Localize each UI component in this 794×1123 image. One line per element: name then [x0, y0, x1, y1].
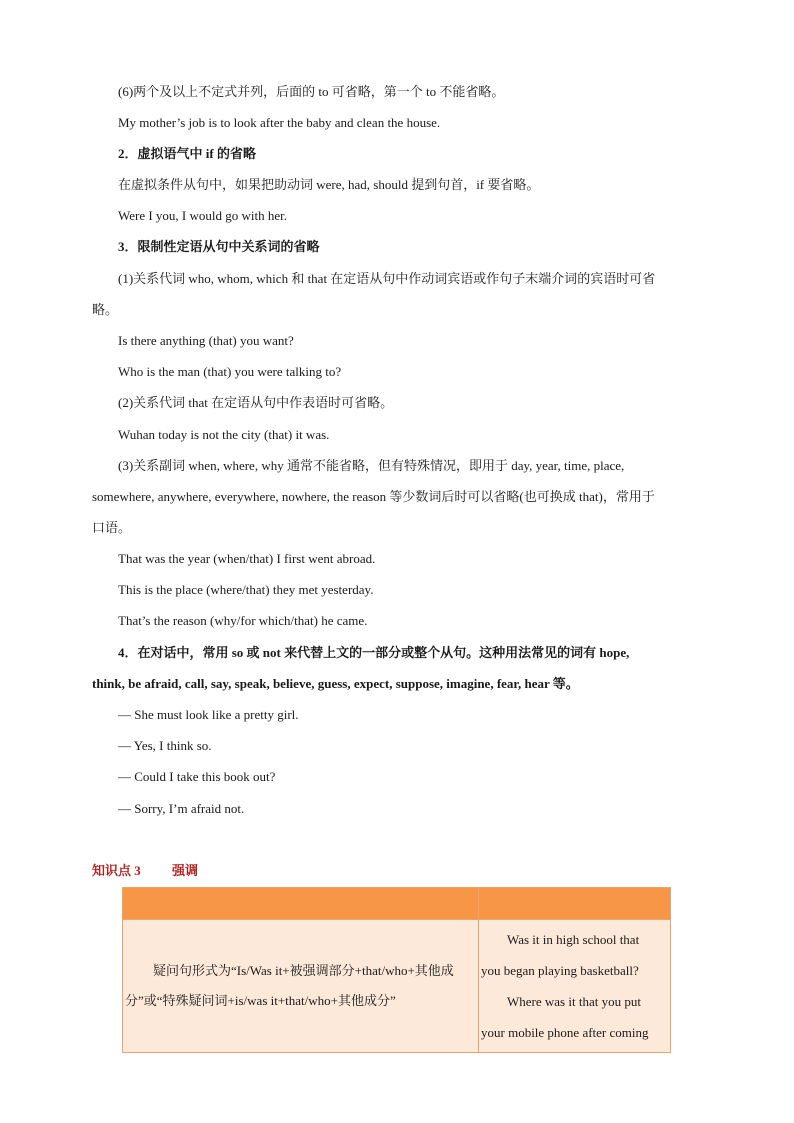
dialogue-line: — Yes, I think so. — [118, 738, 212, 753]
section-title: 强调 — [172, 863, 199, 878]
heading-2: 2．虚拟语气中 if 的省略 — [118, 146, 256, 161]
emphasis-table — [122, 887, 671, 1053]
paragraph-rule-6: (6)两个及以上不定式并列，后面的 to 可省略，第一个 to 不能省略。 — [118, 84, 505, 99]
heading-4-cont: think, be afraid, call, say, speak, believe, guess, expect, suppose, imagine, fear, hear 等。 — [92, 676, 579, 691]
example-sentence: Who is the man (that) you were talking to? — [118, 364, 342, 379]
example-sentence: That was the year (when/that) I first went abroad. — [118, 551, 376, 566]
example-line: Was it in high school that — [507, 932, 640, 947]
example-sentence: Wuhan today is not the city (that) it was. — [118, 427, 330, 442]
heading-3: 3．限制性定语从句中关系词的省略 — [118, 239, 320, 254]
example-sentence: Is there anything (that) you want? — [118, 333, 294, 348]
paragraph-text-cont: 口语。 — [92, 520, 132, 535]
example-sentence: That’s the reason (why/for which/that) he came. — [118, 613, 368, 628]
paragraph-text-cont: somewhere, anywhere, everywhere, nowhere, the reason 等少数词后时可以省略(也可换成 that)，常用于 — [92, 489, 655, 504]
paragraph-text: (3)关系副词 when, where, why 通常不能省略，但有特殊情况，即用于 day, year, time, place, — [118, 458, 625, 473]
dialogue-line: — Sorry, I’m afraid not. — [118, 801, 245, 816]
table-header-cell — [479, 888, 671, 920]
paragraph-text: 在虚拟条件从句中，如果把助动词 were, had, should 提到句首，if 要省略。 — [118, 177, 540, 192]
paragraph-text-cont: 略。 — [92, 302, 119, 317]
example-line: you began playing basketball? — [481, 963, 639, 978]
heading-4: 4．在对话中，常用 so 或 not 来代替上文的一部分或整个从句。这种用法常见的词有 hope, — [118, 645, 630, 660]
table-cell-examples — [479, 920, 671, 1053]
example-sentence: Were I you, I would go with her. — [118, 208, 287, 223]
table-header-cell — [123, 888, 479, 920]
table-cell-description — [123, 920, 479, 1053]
table-header-row — [123, 888, 671, 920]
example-sentence: My mother’s job is to look after the baby and clean the house. — [118, 115, 441, 130]
dialogue-line: — She must look like a pretty girl. — [118, 707, 299, 722]
example-line: Where was it that you put — [507, 994, 641, 1009]
paragraph-text: (1)关系代词 who, whom, which 和 that 在定语从句中作动词宾语或作句子末端介词的宾语时可省 — [118, 271, 656, 286]
example-sentence: This is the place (where/that) they met yesterday. — [118, 582, 374, 597]
table-cell-text: 疑问句形式为“Is/Was it+被强调部分+that/who+其他成分”或“特殊疑问词+is/was it+that/who+其他成分” — [125, 963, 454, 1008]
dialogue-line: — Could I take this book out? — [118, 769, 276, 784]
section-label: 知识点 3 — [92, 863, 141, 878]
example-line: your mobile phone after coming — [481, 1025, 649, 1040]
paragraph-text: (2)关系代词 that 在定语从句中作表语时可省略。 — [118, 395, 394, 410]
table-row — [123, 920, 671, 1053]
